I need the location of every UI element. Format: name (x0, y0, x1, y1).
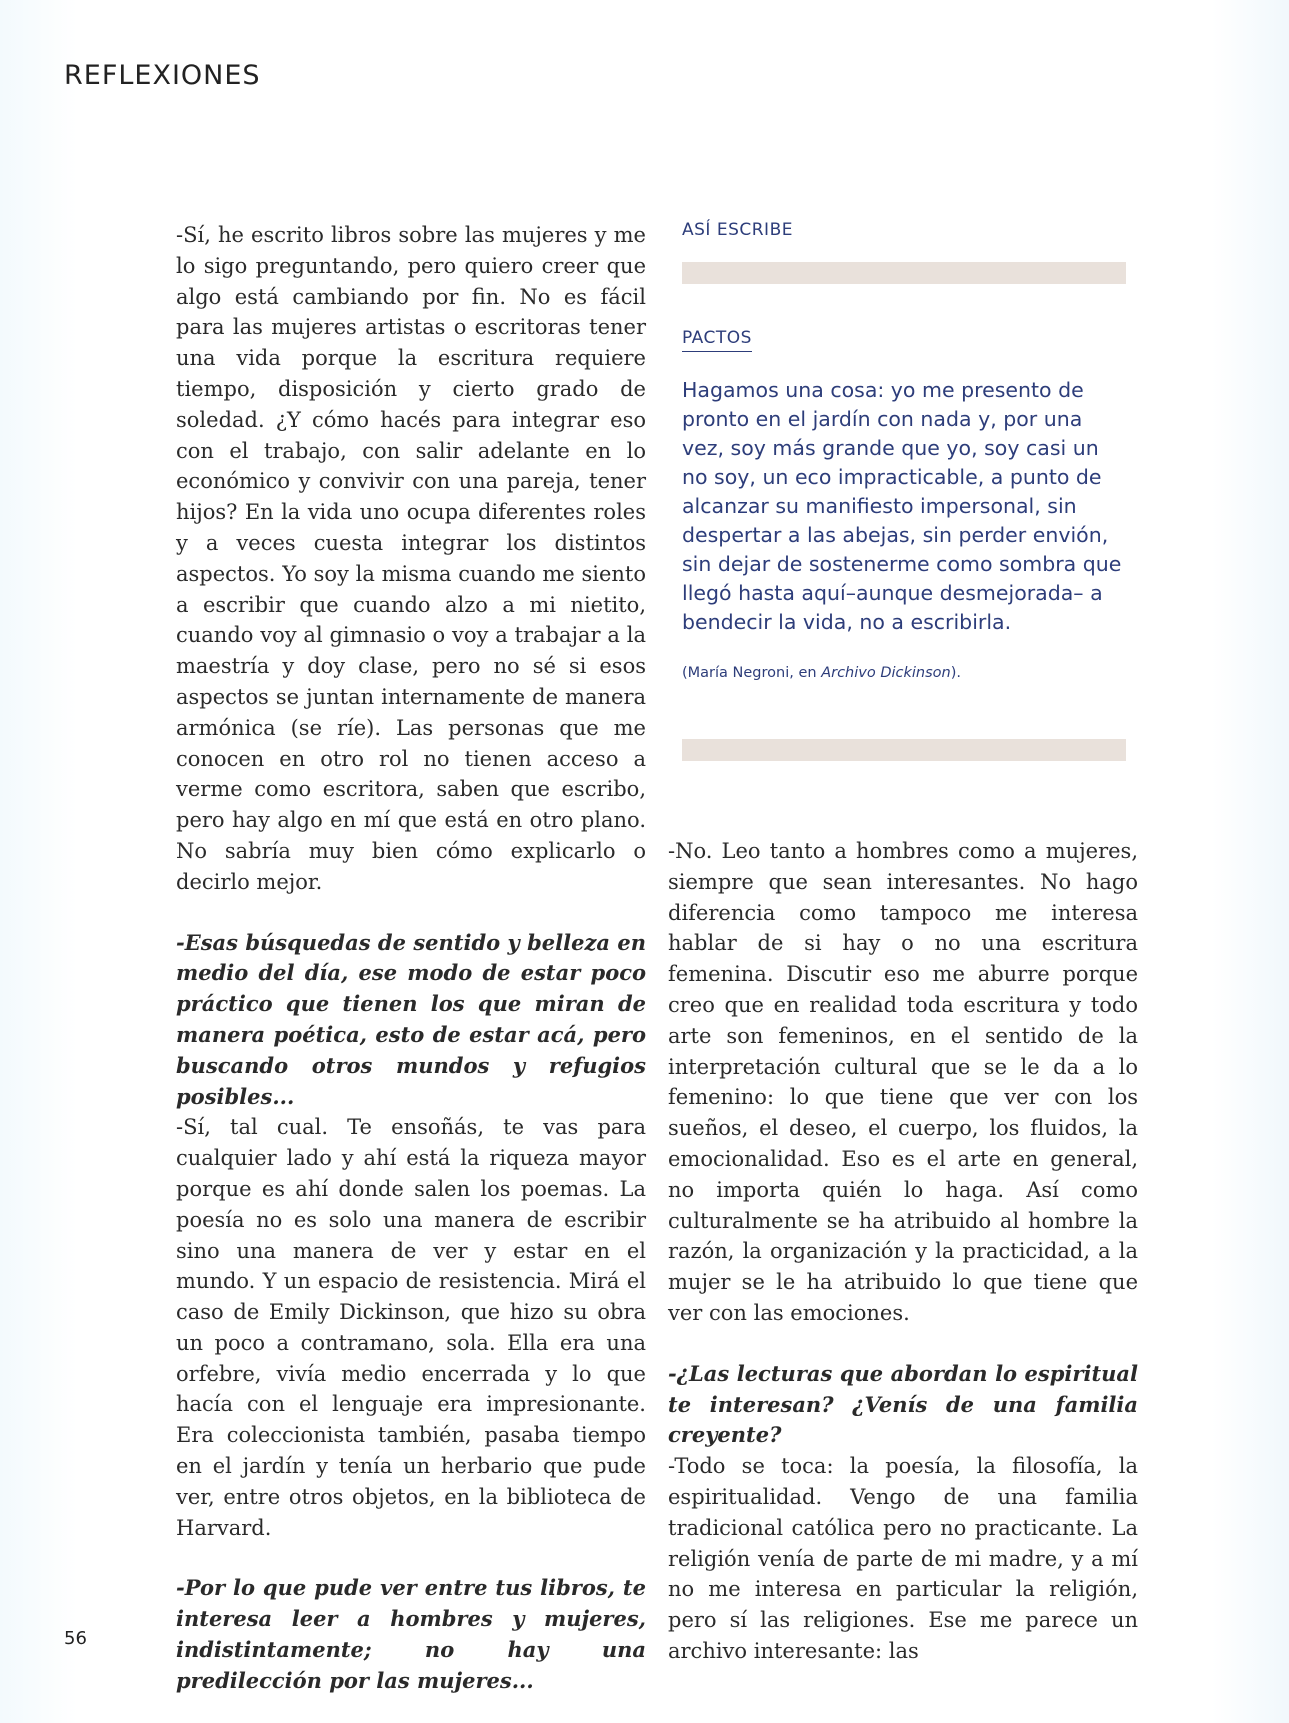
sidebar-subtitle: PACTOS (682, 328, 752, 352)
left-column (176, 220, 646, 1697)
sidebar-credit (682, 665, 1126, 681)
answer-paragraph: -No. Leo tanto a hombres como a mujeres, siempre que sean interesantes. No hago diferencia como tampoco me interesa hablar de si hay o no una escritura femenina. Discutir eso me aburre porque creo que en realidad toda escritura y todo arte son femeninos, en el sentido de la interpretación cultural que se le da a lo femenino: lo que tiene que ver con los sueños, el deseo, el cuerpo, los fluidos, la emocionalidad. Eso es el arte en general, no importa quién lo haga. Así como culturalmente se ha atribuido al hombre la razón, la organización y la practicidad, a la mujer se le ha atribuido lo que tiene que ver con las emociones. (668, 839, 1138, 1325)
sidebar-label: ASÍ ESCRIBE (682, 220, 793, 240)
answer-paragraph: -Sí, he escrito libros sobre las mujeres y me lo sigo preguntando, pero quiero creer que algo está cambiando por fin. No es fácil para las mujeres artistas o escritoras tener una vida porque la escritura requiere tiempo, disposición y cierto grado de soledad. ¿Y cómo hacés para integrar eso con el trabajo, con salir adelante en lo económico y convivir con una pareja, tener hijos? En la vida uno ocupa diferentes roles y a veces cuesta integrar los distintos aspectos. Yo soy la misma cuando me siento a escribir que cuando alzo a mi nietito, cuando voy al gimnasio o voy a trabajar a la maestría y doy clase, pero no sé si esos aspectos se juntan internamente de manera armónica (se ríe). Las personas que me conocen en otro rol no tienen acceso a verme como escritora, saben que escribo, pero hay algo en mí que está en otro plano. No sabría muy bien cómo explicarlo o decirlo mejor. (176, 223, 646, 894)
answer-paragraph: -Todo se toca: la poesía, la filosofía, la espiritualidad. Vengo de una familia tradicional católica pero no practicante. La religión venía de parte de mi madre, y a mí no me interesa en particular la religión, pero sí las religiones. Ese me parece un archivo interesante: las (668, 1454, 1138, 1663)
section-title: REFLEXIONES (64, 60, 261, 91)
answer-paragraph: -Sí, tal cual. Te ensoñás, te vas para cualquier lado y ahí está la riqueza mayor porque es ahí donde salen los poemas. La poesía no es solo una manera de escribir sino una manera de ver y estar en el mundo. Y un espacio de resistencia. Mirá el caso de Emily Dickinson, que hizo su obra un poco a contramano, sola. Ella era una orfebre, vivía medio encerrada y lo que hacía con el lenguaje era impresionante. Era coleccionista también, pasaba tiempo en el jardín y tenía un herbario que pude ver, entre otros objetos, en la biblioteca de Harvard. (176, 1115, 646, 1540)
credit-work-title: Archivo Dickinson (821, 665, 951, 681)
credit-prefix: (María Negroni, en (682, 665, 822, 681)
sidebar-divider-bottom (682, 739, 1126, 761)
sidebar-quote: Hagamos una cosa: yo me presento de pronto en el jardín con nada y, por una vez, soy más grande que yo, soy casi un no soy, un eco impracticable, a punto de alcanzar su manifiesto impersonal, sin despertar a las abejas, sin perder envión, sin dejar de sostenerme como sombra que llegó hasta aquí–aunque desmejorada– a bendecir la vida, no a escribirla. (682, 378, 1122, 634)
question-paragraph: -¿Las lecturas que abordan lo espiritual te interesan? ¿Venís de una familia creyente? (668, 1360, 1138, 1448)
sidebar-box (682, 220, 1126, 761)
sidebar-divider-top (682, 262, 1126, 284)
question-paragraph: -Por lo que pude ver entre tus libros, te interesa leer a hombres y mujeres, indistintamente; no hay una predilección por las mujeres... (176, 1575, 646, 1693)
right-column (668, 836, 1138, 1667)
credit-suffix: ). (950, 665, 961, 681)
page-number: 56 (64, 1628, 87, 1649)
question-paragraph: -Esas búsquedas de sentido y belleza en medio del día, ese modo de estar poco práctico que tienen los que miran de manera poética, esto de estar acá, pero buscando otros mundos y refugios posibles... (176, 929, 646, 1109)
